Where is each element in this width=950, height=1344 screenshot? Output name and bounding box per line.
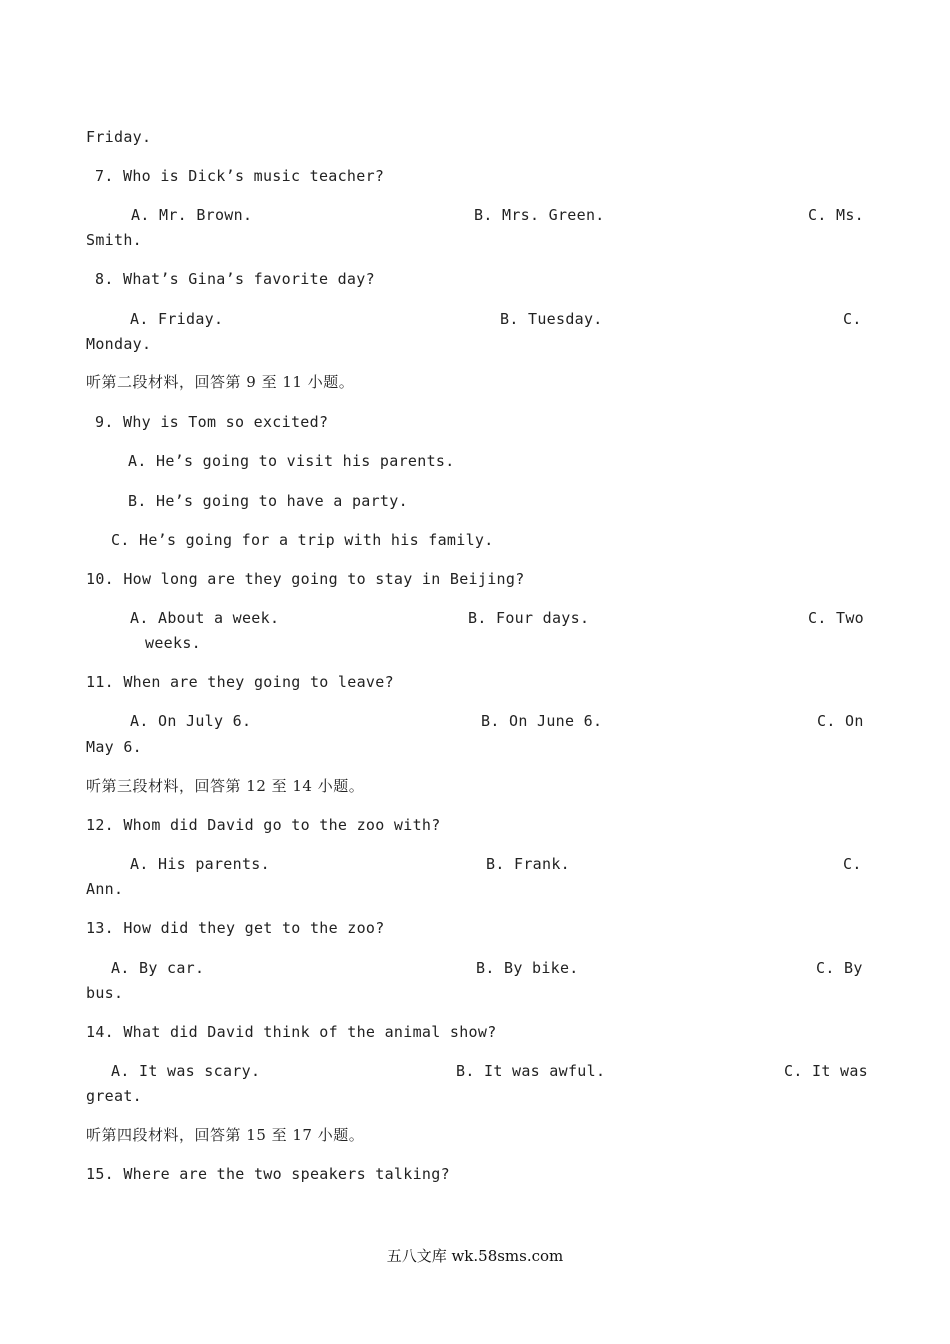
question-10-option-b: B. Four days.	[468, 609, 590, 627]
question-13-option-b: B. By bike.	[476, 959, 579, 977]
section-heading-4: 听第四段材料，回答第 15 至 17 小题。	[86, 1126, 365, 1144]
question-13-option-a: A. By car.	[111, 959, 205, 977]
question-9: 9. Why is Tom so excited?	[95, 413, 329, 431]
question-10-option-c: C. Two	[808, 609, 864, 627]
question-13-option-c: C. By	[816, 959, 863, 977]
question-10-option-c-cont: weeks.	[145, 634, 201, 652]
question-12-option-a: A. His parents.	[130, 855, 270, 873]
question-8-option-a: A. Friday.	[130, 310, 224, 328]
question-14: 14. What did David think of the animal show?	[86, 1023, 497, 1041]
question-12-option-c-cont: Ann.	[86, 880, 124, 898]
question-11-option-c-cont: May 6.	[86, 738, 142, 756]
question-14-option-a: A. It was scary.	[111, 1062, 261, 1080]
question-11-option-c: C. On	[817, 712, 864, 730]
question-10: 10. How long are they going to stay in Beijing?	[86, 570, 525, 588]
question-12: 12. Whom did David go to the zoo with?	[86, 816, 441, 834]
question-9-option-c: C. He’s going for a trip with his family.	[111, 531, 494, 549]
question-9-option-a: A. He’s going to visit his parents.	[128, 452, 455, 470]
question-8: 8. What’s Gina’s favorite day?	[95, 270, 375, 288]
question-7-option-a: A. Mr. Brown.	[131, 206, 253, 224]
question-11-option-a: A. On July 6.	[130, 712, 252, 730]
question-11-option-b: B. On June 6.	[481, 712, 603, 730]
question-12-option-b: B. Frank.	[486, 855, 570, 873]
question-8-option-c-cont: Monday.	[86, 335, 152, 353]
question-8-option-b: B. Tuesday.	[500, 310, 603, 328]
question-14-option-c-cont: great.	[86, 1087, 142, 1105]
question-7-option-b: B. Mrs. Green.	[474, 206, 605, 224]
answer-continuation: Friday.	[86, 128, 152, 146]
section-heading-2: 听第二段材料，回答第 9 至 11 小题。	[86, 373, 355, 391]
question-13-option-c-cont: bus.	[86, 984, 124, 1002]
question-9-option-b: B. He’s going to have a party.	[128, 492, 408, 510]
question-11: 11. When are they going to leave?	[86, 673, 394, 691]
question-7: 7. Who is Dick’s music teacher?	[95, 167, 385, 185]
question-14-option-c: C. It was	[784, 1062, 868, 1080]
question-7-option-c-cont: Smith.	[86, 231, 142, 249]
question-7-option-c: C. Ms.	[808, 206, 864, 224]
question-8-option-c: C.	[843, 310, 862, 328]
footer-watermark: 五八文库 wk.58sms.com	[386, 1247, 564, 1265]
section-heading-3: 听第三段材料，回答第 12 至 14 小题。	[86, 777, 365, 795]
question-10-option-a: A. About a week.	[130, 609, 280, 627]
question-12-option-c: C.	[843, 855, 862, 873]
question-15: 15. Where are the two speakers talking?	[86, 1165, 450, 1183]
question-13: 13. How did they get to the zoo?	[86, 919, 385, 937]
question-14-option-b: B. It was awful.	[456, 1062, 606, 1080]
